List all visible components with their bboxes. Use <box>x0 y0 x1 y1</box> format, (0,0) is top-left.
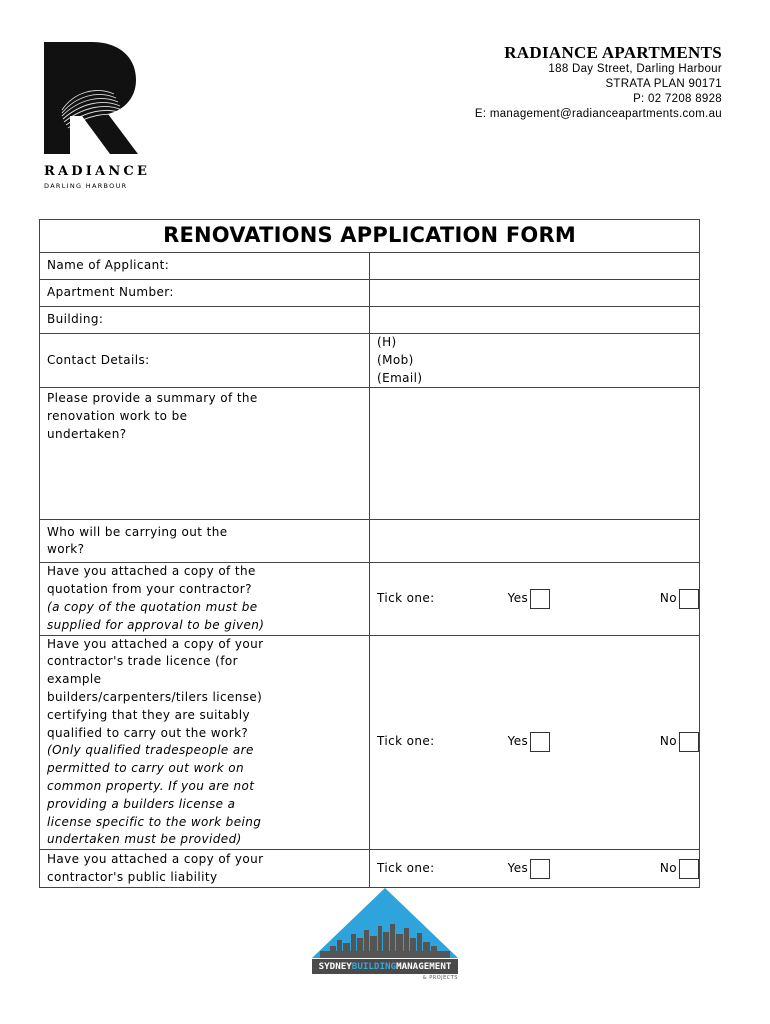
licence-no-checkbox[interactable] <box>679 732 699 752</box>
quotation-line: Have you attached a copy of the <box>47 564 256 579</box>
building-label: Building: <box>40 307 370 334</box>
licence-note: license specific to the work being <box>47 814 262 829</box>
liability-no-checkbox[interactable] <box>679 859 699 879</box>
strata-plan: STRATA PLAN 90171 <box>605 78 722 90</box>
yes-label: Yes <box>507 591 529 606</box>
form-title: RENOVATIONS APPLICATION FORM <box>40 220 700 253</box>
sydney-building-management-logo <box>312 888 458 981</box>
licence-note: undertaken must be provided) <box>47 832 242 847</box>
licence-label <box>40 635 370 850</box>
quotation-tick-cell <box>370 563 700 635</box>
company-address: 188 Day Street, Darling Harbour <box>548 63 722 75</box>
no-label: No <box>659 591 677 606</box>
no-label: No <box>659 734 677 749</box>
skyline-icon <box>312 888 458 958</box>
contact-email: (Email) <box>377 370 423 385</box>
contact-label: Contact Details: <box>40 334 370 388</box>
liability-line: contractor's public liability <box>47 869 218 884</box>
contractor-line: work? <box>47 542 85 557</box>
liability-tick-cell <box>370 850 700 888</box>
renovations-form <box>39 219 700 888</box>
sbm-word-sydney: SYDNEY <box>318 961 352 972</box>
licence-line: example <box>47 672 102 687</box>
contact-field[interactable] <box>370 334 700 388</box>
applicant-label: Name of Applicant: <box>40 253 370 280</box>
liability-label <box>40 850 370 888</box>
licence-note: permitted to carry out work on <box>47 761 245 776</box>
licence-line: contractor's trade licence (for <box>47 654 238 669</box>
contractor-field[interactable] <box>370 520 700 563</box>
applicant-field[interactable] <box>370 253 700 280</box>
liability-line: Have you attached a copy of your <box>47 851 264 866</box>
radiance-r-icon <box>44 42 140 154</box>
sbm-word-building: BUILDING <box>351 961 397 972</box>
quotation-yes-checkbox[interactable] <box>530 589 550 609</box>
yes-label: Yes <box>507 734 529 749</box>
logo-subtitle: DARLING HARBOUR <box>44 182 128 190</box>
apartment-field[interactable] <box>370 280 700 307</box>
company-phone: P: 02 7208 8928 <box>633 93 722 105</box>
licence-yes-checkbox[interactable] <box>530 732 550 752</box>
licence-line: Have you attached a copy of your <box>47 636 264 651</box>
summary-label <box>40 388 370 520</box>
contractor-label <box>40 520 370 563</box>
licence-line: certifying that they are suitably <box>47 707 250 722</box>
tick-one-label: Tick one: <box>377 860 435 875</box>
radiance-logo <box>44 42 154 190</box>
licence-note: common property. If you are not <box>47 778 255 793</box>
quotation-label <box>40 563 370 635</box>
building-field[interactable] <box>370 307 700 334</box>
contact-home: (H) <box>377 335 397 349</box>
summary-line: Please provide a summary of the <box>47 391 258 406</box>
logo-word: RADIANCE <box>44 164 151 179</box>
sbm-word-management: MANAGEMENT <box>396 961 452 972</box>
yes-label: Yes <box>507 860 529 875</box>
liability-yes-checkbox[interactable] <box>530 859 550 879</box>
licence-tick-cell <box>370 635 700 850</box>
quotation-note: (a copy of the quotation must be <box>47 599 258 614</box>
summary-line: undertaken? <box>47 426 127 441</box>
no-label: No <box>659 860 677 875</box>
summary-line: renovation work to be <box>47 409 188 424</box>
quotation-line: quotation from your contractor? <box>47 582 252 597</box>
letterhead <box>475 44 722 122</box>
tick-one-label: Tick one: <box>377 734 435 749</box>
contact-mobile: (Mob) <box>377 352 414 367</box>
licence-note: providing a builders license a <box>47 796 236 811</box>
tick-one-label: Tick one: <box>377 591 435 606</box>
contractor-line: Who will be carrying out the <box>47 524 228 539</box>
company-email: E: management@radianceapartments.com.au <box>474 108 722 120</box>
sbm-wordmark <box>312 959 458 974</box>
quotation-note: supplied for approval to be given) <box>47 617 265 632</box>
licence-line: qualified to carry out the work? <box>47 725 249 740</box>
apartment-label: Apartment Number: <box>40 280 370 307</box>
licence-note: (Only qualified tradespeople are <box>47 743 254 758</box>
summary-field[interactable] <box>370 388 700 520</box>
licence-line: builders/carpenters/tilers license) <box>47 689 263 704</box>
sbm-subtitle: & PROJECTS <box>422 975 458 981</box>
quotation-no-checkbox[interactable] <box>679 589 699 609</box>
company-name: RADIANCE APARTMENTS <box>504 43 722 62</box>
